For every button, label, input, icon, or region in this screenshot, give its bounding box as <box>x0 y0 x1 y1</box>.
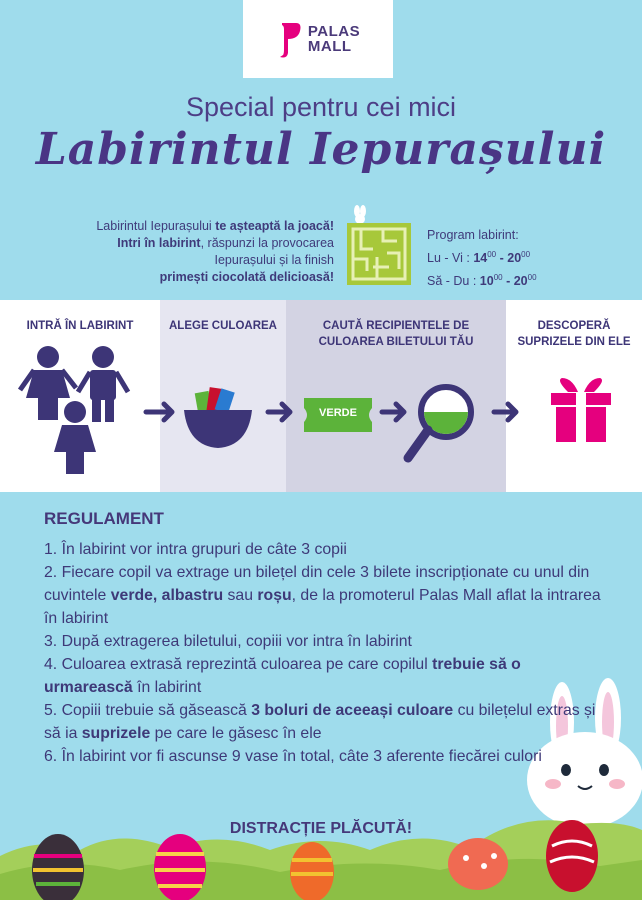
step1-label: INTRĂ ÎN LABIRINT <box>26 320 134 332</box>
magnifier-icon <box>408 387 471 458</box>
rule-5: 5. Copiii trebuie să găsească 3 boluri de aceeași culoare cu bilețelul extras și să ia suprizele pe care le găsesc în ele <box>44 702 596 742</box>
easter-egg-icon <box>448 838 508 890</box>
easter-egg-icon <box>32 834 84 900</box>
program-weekday: Lu - Vi : $14^{00} - 20^{00}$ <box>427 250 531 266</box>
rule-4: 4. Culoarea extrasă reprezintă culoarea pe care copilul trebuie să o urmarească în labirint <box>44 656 521 696</box>
program-weekend: Să - Du : $10^{00} - 20^{00}$ <box>427 273 537 289</box>
intro-line1b: te așteaptă la joacă! <box>215 219 334 233</box>
rule-2: 2. Fiecare copil va extrage un bilețel din cele 3 bilete inscripționate cu unul din cuvintele verde, albastru sau roșu, de la promoterul Palas Mall aflat la intrarea în labirint <box>44 564 601 627</box>
step4-label: DESCOPERĂ SUPRIZELE DIN ELE <box>517 320 631 348</box>
closing-message: DISTRACȚIE PLĂCUTĂ! <box>229 820 413 837</box>
children-icon <box>20 346 128 474</box>
rules-title: REGULAMENT <box>44 509 164 528</box>
ticket-label: VERDE <box>319 407 357 419</box>
intro-line4: primești ciocolată delicioasă! <box>159 270 334 284</box>
page-subtitle: Special pentru cei mici <box>185 92 457 122</box>
rule-6: 6. În labirint vor fi ascunse 9 vase în total, câte 3 aferente fiecărei culori <box>44 748 542 765</box>
intro-line2b: , răspunzi la provocarea <box>200 236 334 250</box>
intro-line2a: Intri în labirint <box>117 236 201 250</box>
rule-1: 1. În labirint vor intra grupuri de câte 3 copii <box>44 541 347 558</box>
program-title: Program labirint: <box>427 228 519 242</box>
rule-3: 3. După extragerea biletului, copiii vor intra în labirint <box>44 633 412 650</box>
page-title: Labirintul Iepurașului <box>35 124 607 175</box>
step2-label: ALEGE CULOAREA <box>169 320 277 332</box>
logo-line1: PALAS <box>307 23 361 40</box>
gift-icon <box>551 378 611 442</box>
intro-line1a: Labirintul Iepurașului <box>96 219 216 233</box>
logo-line2: MALL <box>307 38 352 55</box>
step3-label: CAUTĂ RECIPIENTELE DE CULOAREA BILETULUI TĂU <box>318 320 474 348</box>
easter-egg-icon <box>290 842 334 900</box>
rules-list <box>44 538 604 768</box>
intro-line3: Iepurașului și la finish <box>214 253 334 267</box>
easter-egg-icon <box>154 834 206 900</box>
bowl-icon <box>184 387 252 448</box>
